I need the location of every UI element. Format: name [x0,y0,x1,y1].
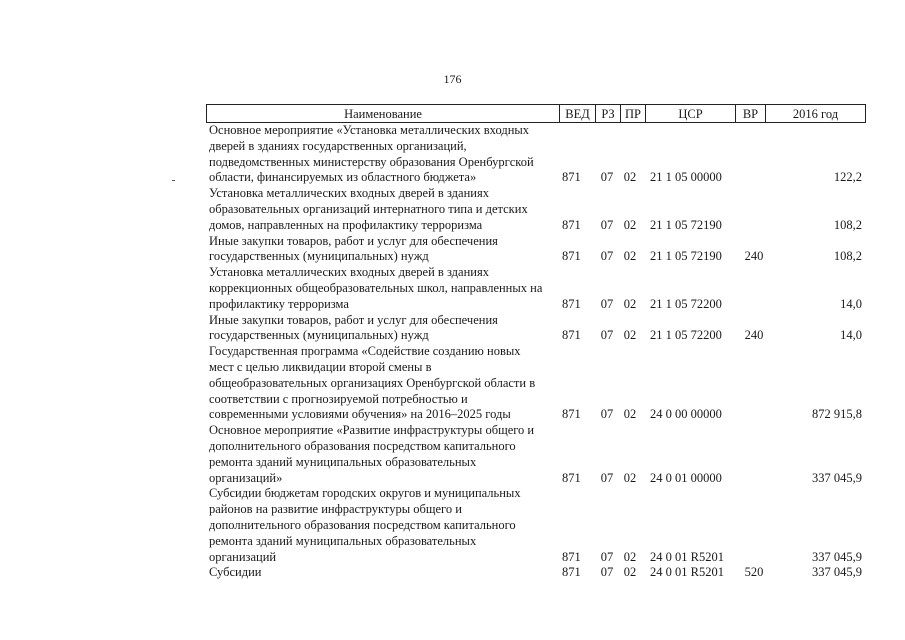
row-name-line: профилактику терроризма [209,296,349,311]
row-pr: 02 [623,217,637,232]
row-rz: 07 [600,217,614,232]
row-name [206,186,551,233]
row-csr: 21 1 05 72190 [650,217,722,232]
row-name-line: организаций» [209,470,283,485]
row-pr: 02 [623,470,637,485]
row-name-line: Основное мероприятие «Развитие инфраструктуры общего и [209,423,535,438]
row-csr: 21 1 05 00000 [650,170,722,185]
row-name [206,123,551,186]
row-vr: 520 [744,565,764,580]
table-row [206,565,866,581]
row-amount: 122,2 [833,170,862,185]
row-rz: 07 [600,407,614,422]
row-rz: 07 [600,549,614,564]
table-row [206,486,866,565]
row-name [206,265,551,312]
row-name-line: коррекционных общеобразовательных школ, направленных на [209,280,543,295]
row-ved: 871 [562,249,581,264]
row-csr: 24 0 01 R5201 [650,549,724,564]
row-pr: 02 [623,170,637,185]
row-pr: 02 [623,407,637,422]
row-name-line: подведомственных министерству образования Оренбургской [209,154,534,169]
row-name-line: мест с целью ликвидации второй смены в [209,359,432,374]
row-name-line: соответствии с прогнозируемой потребностью и [209,391,468,406]
row-name-line: Установка металлических входных дверей в зданиях [209,186,489,201]
row-name-line: Государственная программа «Содействие созданию новых [209,344,521,359]
row-csr: 24 0 01 R5201 [650,565,724,580]
row-amount: 108,2 [833,217,862,232]
page-number: 176 [443,72,462,86]
table-header [206,104,866,123]
table-row [206,423,866,486]
row-rz: 07 [600,565,614,580]
table-row [206,123,866,186]
row-name-line: ремонта зданий муниципальных образовательных [209,533,477,548]
header-pr: ПР [620,105,645,122]
row-ved: 871 [562,296,581,311]
header-ved: ВЕД [559,105,595,122]
row-pr: 02 [623,328,637,343]
row-name-line: государственных (муниципальных) нужд [209,328,429,343]
row-name-line: ремонта зданий муниципальных образовательных [209,454,477,469]
row-name-line: дополнительного образования посредством капитального [209,517,516,532]
row-rz: 07 [600,328,614,343]
row-name-line: современными условиями обучения» на 2016–2025 годы [209,407,511,422]
row-name [206,344,551,423]
row-name-line: области, финансируемых из областного бюджета» [209,170,477,185]
scan-mark [172,180,175,181]
row-name [206,423,551,486]
header-year: 2016 год [765,105,865,122]
row-name-line: Основное мероприятие «Установка металлических входных [209,123,530,137]
row-amount: 108,2 [833,249,862,264]
row-vr: 240 [744,328,764,343]
row-pr: 02 [623,549,637,564]
row-name [206,565,551,581]
row-name-line: общеобразовательных организациях Оренбургской области в [209,375,536,390]
row-name-line: образовательных организаций интернатного типа и детских [209,201,528,216]
row-ved: 871 [562,549,581,564]
row-name-line: дополнительного образования посредством капитального [209,438,516,453]
row-csr: 24 0 01 00000 [650,470,722,485]
row-name-line: районов на развитие инфраструктуры общего и [209,502,462,517]
header-name: Наименование [344,107,422,121]
table-row [206,234,866,266]
row-name-line: Установка металлических входных дверей в зданиях [209,265,489,280]
header-vr: ВР [735,105,765,122]
row-name [206,313,551,345]
row-pr: 02 [623,565,637,580]
row-vr: 240 [744,249,764,264]
row-name-line: государственных (муниципальных) нужд [209,249,429,264]
table-row [206,344,866,423]
row-rz: 07 [600,249,614,264]
row-rz: 07 [600,170,614,185]
table-row [206,186,866,233]
row-amount: 14,0 [840,296,862,311]
header-rz: РЗ [595,105,620,122]
row-ved: 871 [562,407,581,422]
row-amount: 337 045,9 [812,565,862,580]
row-name-line: дверей в зданиях государственных организаций, [209,138,467,153]
row-csr: 21 1 05 72190 [650,249,722,264]
row-ved: 871 [562,328,581,343]
row-name-line: Субсидии бюджетам городских округов и муниципальных [209,486,521,501]
row-amount: 337 045,9 [812,470,862,485]
header-csr: ЦСР [645,105,735,122]
row-pr: 02 [623,249,637,264]
row-name-line: Иные закупки товаров, работ и услуг для обеспечения [209,312,498,327]
row-name-line: Иные закупки товаров, работ и услуг для обеспечения [209,233,498,248]
table-body [206,123,866,581]
row-amount: 337 045,9 [812,549,862,564]
table-row [206,265,866,312]
row-name [206,234,551,266]
budget-table [206,104,866,581]
row-amount: 872 915,8 [812,407,862,422]
row-csr: 21 1 05 72200 [650,296,722,311]
row-name-line: Субсидии [209,565,262,580]
table-row [206,313,866,345]
row-name-line: домов, направленных на профилактику терроризма [209,217,483,232]
row-csr: 21 1 05 72200 [650,328,722,343]
row-ved: 871 [562,170,581,185]
row-csr: 24 0 00 00000 [650,407,722,422]
row-rz: 07 [600,296,614,311]
row-name-line: организаций [209,549,277,564]
row-ved: 871 [562,470,581,485]
row-pr: 02 [623,296,637,311]
row-rz: 07 [600,470,614,485]
row-ved: 871 [562,217,581,232]
row-name [206,486,551,565]
row-amount: 14,0 [840,328,862,343]
row-ved: 871 [562,565,581,580]
